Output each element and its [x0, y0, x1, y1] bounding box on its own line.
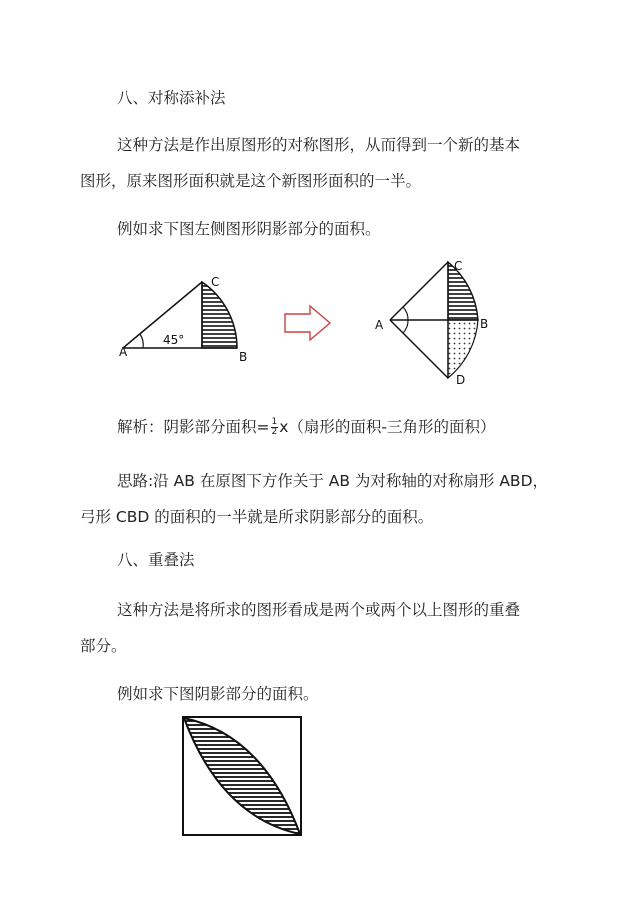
analysis-suffix: x（扇形的面积-三角形的面积）: [279, 418, 496, 436]
label-b-left: B: [239, 350, 248, 364]
overlap-intro-line2: 部分。: [80, 637, 127, 655]
analysis-prefix: 解析：阴影部分面积=: [117, 418, 270, 436]
section-heading-symmetry: 八、对称添补法: [117, 89, 226, 107]
section-heading-overlap: 八、重叠法: [117, 551, 195, 569]
idea-line1: 思路:沿 AB 在原图下方作关于 AB 为对称轴的对称扇形 ABD，: [117, 472, 549, 490]
overlap-intro-line1: 这种方法是将所求的图形看成是两个或两个以上图形的重叠: [117, 601, 521, 619]
angle-label: 45°: [163, 333, 185, 347]
symmetry-intro-line2: 图形，原来图形面积就是这个新图形面积的一半。: [80, 172, 422, 190]
label-d-right: D: [456, 373, 466, 387]
symmetry-intro-paragraph: [80, 127, 557, 199]
overlap-example-text: 例如求下图阴影部分的面积。: [117, 685, 319, 703]
fraction-denominator: 2: [271, 427, 278, 437]
fraction-one-half: [271, 418, 279, 437]
figure-sector-triangle: [115, 268, 285, 378]
symmetry-intro-line1: 这种方法是作出原图形的对称图形，从而得到一个新的基本: [117, 136, 521, 154]
fraction-numerator: 1: [271, 417, 278, 427]
overlap-intro-paragraph: [80, 592, 557, 664]
figure-overlap-lens: [181, 715, 305, 839]
symmetry-example-text: 例如求下图左侧图形阴影部分的面积。: [117, 220, 381, 238]
label-c-right: C: [454, 259, 463, 273]
dotted-segment-lower: [448, 320, 478, 378]
label-a-right: A: [375, 318, 384, 332]
idea-paragraph: [80, 463, 557, 535]
label-c-left: C: [211, 275, 220, 289]
idea-line2: 弓形 CBD 的面积的一半就是所求阴影部分的面积。: [80, 508, 434, 526]
shaded-segment-upper: [448, 262, 478, 320]
transform-arrow-icon: [284, 305, 334, 345]
label-a-left: A: [119, 345, 128, 359]
analysis-formula: [117, 416, 496, 438]
shaded-segment-left: [202, 282, 237, 348]
figure-symmetric-sector: [372, 256, 512, 396]
label-b-right: B: [480, 317, 489, 331]
angle-arc: [140, 334, 143, 348]
